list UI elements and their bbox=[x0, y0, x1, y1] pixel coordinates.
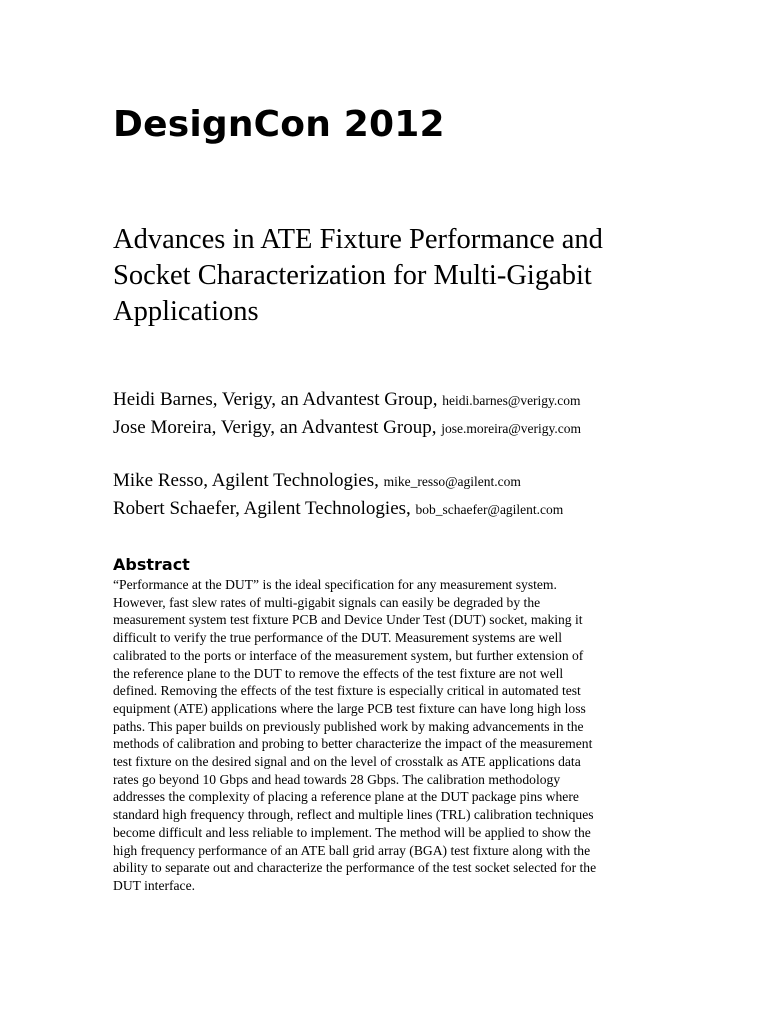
author-email: heidi.barnes@verigy.com bbox=[442, 393, 581, 408]
author-line bbox=[113, 386, 753, 414]
abstract-line: become difficult and less reliable to implement. The method will be applied to show the bbox=[113, 824, 591, 840]
author-line bbox=[113, 467, 753, 495]
abstract-line: However, fast slew rates of multi-gigabit signals can easily be degraded by the bbox=[113, 594, 541, 610]
abstract-line: “Performance at the DUT” is the ideal specification for any measurement system. bbox=[113, 577, 557, 592]
author-email: jose.moreira@verigy.com bbox=[441, 421, 581, 436]
abstract-line: high frequency performance of an ATE ball grid array (BGA) test fixture along with the bbox=[113, 842, 591, 858]
abstract-line: equipment (ATE) applications where the large PCB test fixture can have long high loss bbox=[113, 700, 586, 716]
author-line bbox=[113, 414, 753, 442]
author-group-agilent bbox=[113, 467, 753, 523]
paper-title-line: Socket Characterization for Multi-Gigabit bbox=[113, 260, 592, 291]
paper-title bbox=[113, 222, 713, 330]
paper-title-line: Advances in ATE Fixture Performance and bbox=[113, 224, 603, 255]
author-name-affiliation: Robert Schaefer, Agilent Technologies, bbox=[113, 498, 416, 519]
abstract-line: the reference plane to the DUT to remove the effects of the test fixture are not well bbox=[113, 665, 564, 681]
author-group-verigy bbox=[113, 386, 753, 442]
author-line bbox=[113, 495, 753, 523]
abstract-line: standard high frequency through, reflect and multiple lines (TRL) calibration techniques bbox=[113, 807, 594, 823]
abstract-line: rates go beyond 10 Gbps and head towards 28 Gbps. The calibration methodology bbox=[113, 771, 561, 787]
abstract-line: calibrated to the ports or interface of the measurement system, but further extension of bbox=[113, 647, 584, 663]
author-name-affiliation: Heidi Barnes, Verigy, an Advantest Group, bbox=[113, 389, 443, 410]
abstract-line: paths. This paper builds on previously published work by making advancements in the bbox=[113, 718, 584, 734]
abstract-heading: Abstract bbox=[113, 555, 190, 574]
abstract-line: addresses the complexity of placing a reference plane at the DUT package pins where bbox=[113, 789, 579, 805]
abstract-line: defined. Removing the effects of the test fixture is especially critical in automated test bbox=[113, 683, 581, 699]
conference-title: DesignCon 2012 bbox=[113, 104, 445, 145]
abstract-body bbox=[113, 576, 673, 895]
paper-title-line: Applications bbox=[113, 296, 259, 327]
abstract-line: test fixture on the desired signal and on the level of crosstalk as ATE applications data bbox=[113, 754, 581, 770]
author-email: mike_resso@agilent.com bbox=[383, 474, 521, 489]
abstract-line: DUT interface. bbox=[113, 877, 196, 893]
abstract-line: methods of calibration and probing to better characterize the impact of the measurement bbox=[113, 736, 593, 752]
abstract-line: difficult to verify the true performance of the DUT. Measurement systems are well bbox=[113, 630, 563, 646]
abstract-line: ability to separate out and characterize the performance of the test socket selected for the bbox=[113, 860, 597, 876]
author-name-affiliation: Jose Moreira, Verigy, an Advantest Group, bbox=[113, 417, 442, 438]
author-name-affiliation: Mike Resso, Agilent Technologies, bbox=[113, 470, 384, 491]
author-email: bob_schaefer@agilent.com bbox=[415, 502, 564, 517]
abstract-line: measurement system test fixture PCB and Device Under Test (DUT) socket, making it bbox=[113, 612, 583, 628]
